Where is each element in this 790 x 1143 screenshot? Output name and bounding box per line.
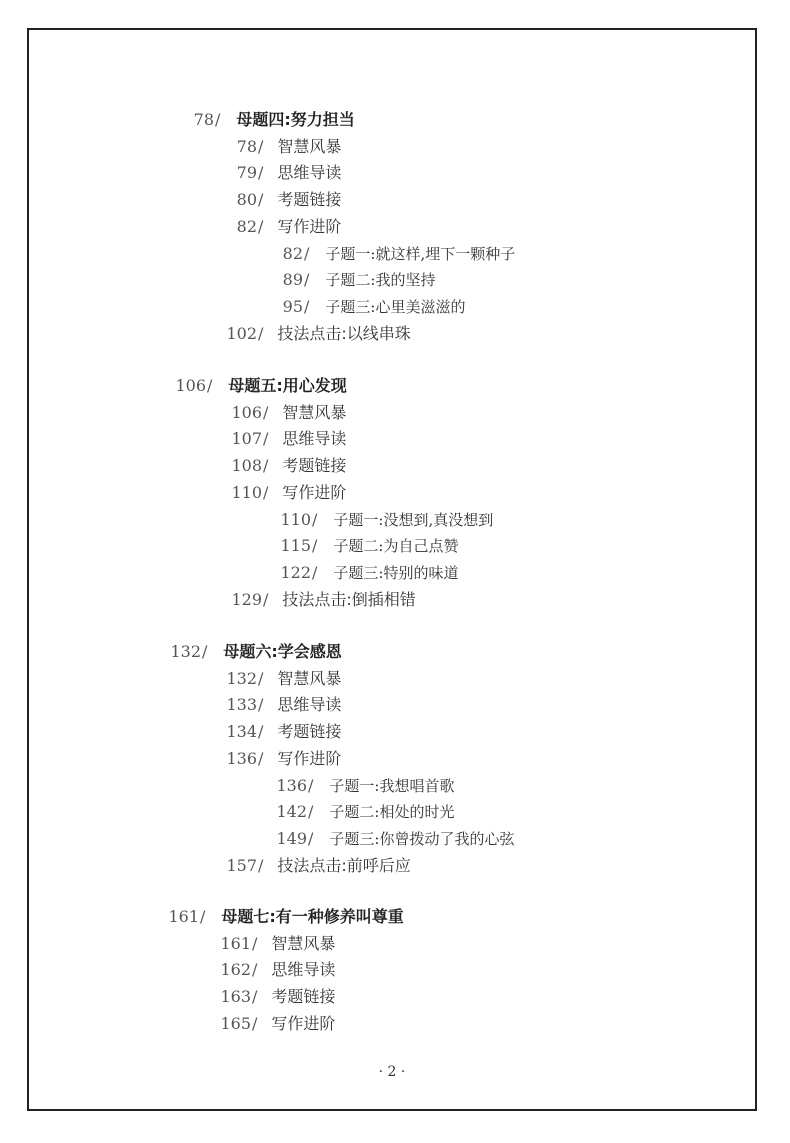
toc-entry-title: 思维导读 <box>282 429 347 449</box>
toc-slash: / <box>308 775 314 795</box>
toc-page-number: 142 <box>276 802 307 822</box>
toc-subtopic-entry <box>263 297 465 317</box>
toc-entry-title: 写作进阶 <box>282 482 347 502</box>
toc-page-number: 132 <box>226 668 257 688</box>
toc-page-number: 95 <box>282 296 303 316</box>
toc-entry-title: 智慧风暴 <box>282 402 347 422</box>
toc-slash: / <box>258 190 264 210</box>
toc-slash: / <box>312 536 318 556</box>
toc-entry-title: 思维导读 <box>277 163 342 183</box>
toc-page-number: 78 <box>236 136 257 156</box>
toc-sub-entry <box>211 987 335 1007</box>
toc-sub-entry <box>217 190 341 210</box>
toc-page-number: 89 <box>282 270 303 290</box>
toc-page-number: 136 <box>276 775 307 795</box>
toc-page-number: 133 <box>226 695 257 715</box>
toc-subtopic-entry <box>267 776 454 796</box>
toc-entry-title: 考题链接 <box>277 190 342 210</box>
toc-slash: / <box>263 456 269 476</box>
toc-sub-entry <box>217 749 341 769</box>
toc-slash: / <box>312 509 318 529</box>
toc-slash: / <box>263 402 269 422</box>
toc-sub-entry <box>222 429 346 449</box>
toc-subtopic-entry <box>271 563 458 583</box>
toc-entry-title: 母题七:有一种修养叫尊重 <box>221 907 404 926</box>
toc-slash: / <box>252 1013 258 1033</box>
toc-technique-entry <box>222 590 416 610</box>
toc-page-number: 80 <box>236 190 257 210</box>
toc-slash: / <box>263 429 269 449</box>
toc-page-number: 122 <box>280 562 311 582</box>
toc-technique-entry <box>217 324 411 344</box>
toc-entry-title: 写作进阶 <box>271 1013 336 1033</box>
toc-page-number: 161 <box>168 907 199 926</box>
toc-page-number: 78 <box>193 110 214 129</box>
toc-entry-title: 子题一:就这样,埋下一颗种子 <box>325 244 516 263</box>
toc-entry-title: 智慧风暴 <box>277 668 342 688</box>
toc-page-number: 82 <box>236 216 257 236</box>
toc-page-number: 106 <box>175 376 206 395</box>
toc-page-number: 115 <box>280 536 311 556</box>
toc-slash: / <box>258 695 264 715</box>
toc-slash: / <box>258 668 264 688</box>
toc-slash: / <box>202 642 208 661</box>
toc-sub-entry <box>217 163 341 183</box>
toc-slash: / <box>258 163 264 183</box>
toc-entry-title: 子题三:特别的味道 <box>333 563 459 582</box>
toc-page-number: 110 <box>280 509 311 529</box>
toc-entry-title: 子题一:没想到,真没想到 <box>333 510 494 529</box>
toc-page-number: 110 <box>231 482 262 502</box>
toc-page-number: 106 <box>231 402 262 422</box>
toc-page-number: 165 <box>220 1013 251 1033</box>
toc-entry-title: 思维导读 <box>271 960 336 980</box>
toc-slash: / <box>252 933 258 953</box>
toc-sub-entry <box>211 1014 335 1034</box>
toc-page-number: 107 <box>231 429 262 449</box>
toc-page-number: 134 <box>226 722 257 742</box>
toc-entry-title: 思维导读 <box>277 695 342 715</box>
toc-slash: / <box>252 987 258 1007</box>
toc-sub-entry <box>217 217 341 237</box>
toc-subtopic-entry <box>271 510 493 530</box>
toc-entry-title: 考题链接 <box>271 987 336 1007</box>
toc-sub-entry <box>222 456 346 476</box>
toc-technique-entry <box>217 856 411 876</box>
toc-sub-entry <box>217 137 341 157</box>
toc-slash: / <box>304 296 310 316</box>
toc-slash: / <box>200 907 206 926</box>
toc-entry-title: 母题四:努力担当 <box>236 110 355 129</box>
toc-slash: / <box>308 802 314 822</box>
toc-page-number: 161 <box>220 933 251 953</box>
toc-slash: / <box>258 748 264 768</box>
toc-entry-title: 写作进阶 <box>277 216 342 236</box>
toc-slash: / <box>207 376 213 395</box>
toc-entry-title: 技法点击:倒插相错 <box>282 589 416 609</box>
toc-sub-entry <box>211 934 335 954</box>
page-frame <box>27 28 757 1111</box>
toc-slash: / <box>258 323 264 343</box>
toc-entry-title: 母题六:学会感恩 <box>223 642 342 661</box>
toc-slash: / <box>258 136 264 156</box>
toc-entry-title: 考题链接 <box>282 456 347 476</box>
toc-mother-entry <box>174 110 355 130</box>
toc-slash: / <box>263 482 269 502</box>
toc-page-number: 136 <box>226 748 257 768</box>
toc-page-number: 157 <box>226 855 257 875</box>
toc-mother-entry <box>166 376 347 396</box>
toc-entry-title: 子题三:你曾拨动了我的心弦 <box>329 829 515 848</box>
toc-subtopic-entry <box>267 802 454 822</box>
toc-slash: / <box>304 270 310 290</box>
toc-entry-title: 智慧风暴 <box>277 136 342 156</box>
table-of-contents <box>29 30 755 1109</box>
toc-entry-title: 子题一:我想唱首歌 <box>329 776 455 795</box>
toc-slash: / <box>304 243 310 263</box>
page-number: · 2 · <box>378 1064 406 1080</box>
toc-subtopic-entry <box>263 270 435 290</box>
toc-page-number: 132 <box>170 642 201 661</box>
toc-subtopic-entry <box>263 244 515 264</box>
toc-slash: / <box>258 855 264 875</box>
toc-sub-entry <box>217 695 341 715</box>
toc-sub-entry <box>222 483 346 503</box>
toc-slash: / <box>258 216 264 236</box>
toc-entry-title: 母题五:用心发现 <box>228 376 347 395</box>
toc-page-number: 129 <box>231 589 262 609</box>
toc-slash: / <box>215 110 221 129</box>
toc-sub-entry <box>217 669 341 689</box>
toc-slash: / <box>252 960 258 980</box>
toc-page-number: 162 <box>220 960 251 980</box>
toc-slash: / <box>258 722 264 742</box>
toc-page-number: 163 <box>220 987 251 1007</box>
toc-mother-entry <box>161 642 342 662</box>
toc-entry-title: 智慧风暴 <box>271 933 336 953</box>
toc-mother-entry <box>159 907 404 927</box>
toc-entry-title: 技法点击:以线串珠 <box>277 323 411 343</box>
toc-page-number: 149 <box>276 828 307 848</box>
toc-sub-entry <box>222 403 346 423</box>
toc-page-number: 102 <box>226 323 257 343</box>
toc-page-number: 108 <box>231 456 262 476</box>
toc-subtopic-entry <box>271 536 458 556</box>
toc-subtopic-entry <box>267 829 514 849</box>
toc-page-number: 82 <box>282 243 303 263</box>
toc-entry-title: 子题二:为自己点赞 <box>333 537 459 556</box>
toc-entry-title: 子题二:相处的时光 <box>329 803 455 822</box>
toc-slash: / <box>263 589 269 609</box>
toc-slash: / <box>312 562 318 582</box>
toc-entry-title: 子题三:心里美滋滋的 <box>325 297 466 316</box>
toc-sub-entry <box>211 960 335 980</box>
toc-slash: / <box>308 828 314 848</box>
toc-entry-title: 子题二:我的坚持 <box>325 271 436 290</box>
toc-sub-entry <box>217 722 341 742</box>
toc-entry-title: 写作进阶 <box>277 748 342 768</box>
toc-page-number: 79 <box>236 163 257 183</box>
toc-entry-title: 考题链接 <box>277 722 342 742</box>
toc-entry-title: 技法点击:前呼后应 <box>277 855 411 875</box>
